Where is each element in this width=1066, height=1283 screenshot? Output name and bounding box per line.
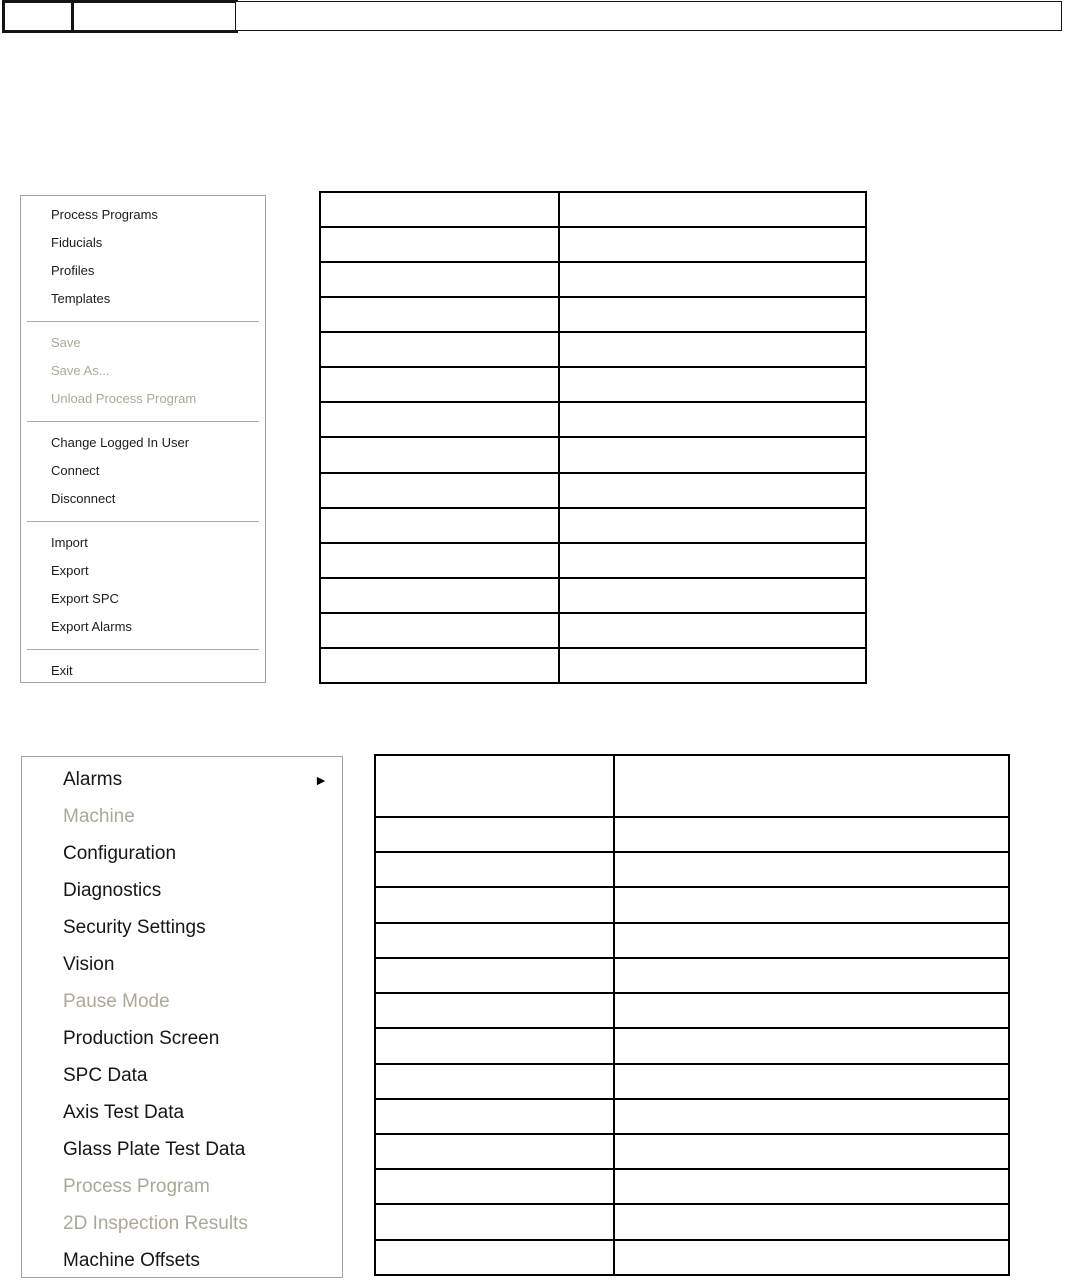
- table-cell: [375, 1028, 614, 1063]
- table-row: [320, 437, 866, 472]
- table-cell: [614, 887, 1009, 922]
- table-row: [320, 192, 866, 227]
- menu-item-pause-mode: [22, 983, 342, 1020]
- table-cell: [614, 1240, 1009, 1275]
- table-cell: [614, 923, 1009, 958]
- table-row: [320, 227, 866, 262]
- table-cell: [320, 262, 559, 297]
- menu-item-fiducials[interactable]: [21, 229, 265, 257]
- table-cell: [559, 402, 866, 437]
- menu-item-label: Glass Plate Test Data: [63, 1139, 246, 1160]
- table-row: [320, 508, 866, 543]
- menu-item-2d-inspection-results: [22, 1205, 342, 1242]
- menu-item-label: Save As...: [51, 363, 110, 378]
- header-cell-2: [71, 0, 238, 33]
- table-cell: [320, 508, 559, 543]
- table-cell: [614, 958, 1009, 993]
- table-cell: [559, 543, 866, 578]
- table-cell: [559, 297, 866, 332]
- table-cell: [320, 192, 559, 227]
- table-cell: [559, 473, 866, 508]
- table-cell: [320, 543, 559, 578]
- table-cell: [614, 1064, 1009, 1099]
- menu-item-profiles[interactable]: [21, 257, 265, 285]
- menu-separator: [27, 421, 259, 422]
- table-cell: [614, 817, 1009, 852]
- table-cell: [320, 332, 559, 367]
- menu-item-connect[interactable]: [21, 457, 265, 485]
- table-row: [320, 332, 866, 367]
- table-cell: [614, 1099, 1009, 1134]
- header-cell-1: [2, 0, 74, 33]
- menu-item-configuration[interactable]: [22, 835, 342, 872]
- menu-item-export-alarms[interactable]: [21, 613, 265, 641]
- table-row: [320, 613, 866, 648]
- menu-item-disconnect[interactable]: [21, 485, 265, 513]
- menu-item-templates[interactable]: [21, 285, 265, 313]
- table-cell: [559, 367, 866, 402]
- table-cell: [375, 755, 614, 817]
- menu-item-unload-process-program: [21, 385, 265, 413]
- table-cell: [614, 1028, 1009, 1063]
- table-row: [375, 1099, 1009, 1134]
- table-cell: [375, 958, 614, 993]
- submenu-arrow-icon: ►: [314, 771, 328, 788]
- table-row: [375, 1064, 1009, 1099]
- menu-item-label: Axis Test Data: [63, 1102, 185, 1123]
- menu-item-process-program: [22, 1168, 342, 1205]
- view-menu-description-table: [374, 754, 1010, 1276]
- table-row: [320, 262, 866, 297]
- menu-item-label: Process Program: [63, 1176, 210, 1197]
- menu-item-label: Diagnostics: [63, 880, 162, 901]
- table-cell: [375, 887, 614, 922]
- table-cell: [375, 993, 614, 1028]
- menu-separator: [27, 321, 259, 322]
- menu-item-label: Production Screen: [63, 1028, 220, 1049]
- menu-item-label: SPC Data: [63, 1065, 148, 1086]
- menu-item-label: Templates: [51, 291, 111, 306]
- table-row: [375, 993, 1009, 1028]
- table-row: [375, 852, 1009, 887]
- table-row: [375, 887, 1009, 922]
- menu-item-diagnostics[interactable]: [22, 872, 342, 909]
- table-cell: [614, 1169, 1009, 1204]
- table-row: [375, 958, 1009, 993]
- menu-item-glass-plate-test-data[interactable]: [22, 1131, 342, 1168]
- table-row: [375, 1169, 1009, 1204]
- menu-item-production-screen[interactable]: [22, 1020, 342, 1057]
- menu-separator: [27, 521, 259, 522]
- table-cell: [614, 852, 1009, 887]
- table-cell: [320, 473, 559, 508]
- menu-item-change-logged-in-user[interactable]: [21, 429, 265, 457]
- menu-item-import[interactable]: [21, 529, 265, 557]
- menu-item-label: Export SPC: [51, 591, 119, 606]
- menu-item-label: Import: [51, 535, 88, 550]
- menu-item-label: Configuration: [63, 843, 177, 864]
- menu-item-label: 2D Inspection Results: [63, 1213, 248, 1234]
- table-row: [320, 367, 866, 402]
- menu-item-vision[interactable]: [22, 946, 342, 983]
- table-row: [375, 1028, 1009, 1063]
- menu-item-alarms[interactable]: [22, 761, 342, 798]
- table-row: [320, 402, 866, 437]
- table-row: [375, 755, 1009, 817]
- file-menu: [20, 195, 266, 683]
- table-cell: [320, 297, 559, 332]
- table-cell: [559, 227, 866, 262]
- menu-item-axis-test-data[interactable]: [22, 1094, 342, 1131]
- table-cell: [375, 1204, 614, 1239]
- table-cell: [375, 852, 614, 887]
- header-cell-3: [235, 1, 1062, 31]
- menu-item-process-programs[interactable]: [21, 201, 265, 229]
- table-cell: [375, 1169, 614, 1204]
- menu-item-label: Security Settings: [63, 917, 206, 938]
- table-cell: [559, 192, 866, 227]
- table-row: [320, 543, 866, 578]
- menu-item-export-spc[interactable]: [21, 585, 265, 613]
- table-cell: [559, 262, 866, 297]
- table-row: [375, 1134, 1009, 1169]
- table-cell: [375, 1134, 614, 1169]
- menu-item-label: Alarms: [63, 769, 123, 790]
- menu-item-save: [21, 329, 265, 357]
- menu-item-label: Export: [51, 563, 89, 578]
- table-cell: [375, 923, 614, 958]
- menu-item-label: Process Programs: [51, 207, 158, 222]
- menu-item-label: Profiles: [51, 263, 95, 278]
- table-cell: [614, 1134, 1009, 1169]
- table-cell: [375, 1064, 614, 1099]
- menu-item-label: Save: [51, 335, 81, 350]
- table-cell: [559, 648, 866, 683]
- table-row: [375, 1204, 1009, 1239]
- menu-item-machine-offsets[interactable]: [22, 1242, 342, 1279]
- menu-item-label: Unload Process Program: [51, 391, 197, 406]
- table-row: [320, 297, 866, 332]
- view-menu: [21, 756, 343, 1278]
- table-row: [375, 817, 1009, 852]
- menu-item-label: Fiducials: [51, 235, 103, 250]
- menu-item-save-as: [21, 357, 265, 385]
- menu-item-label: Machine Offsets: [63, 1250, 200, 1271]
- table-cell: [375, 1099, 614, 1134]
- table-cell: [320, 402, 559, 437]
- table-row: [375, 923, 1009, 958]
- table-cell: [320, 227, 559, 262]
- menu-item-label: Vision: [63, 954, 115, 975]
- table-row: [375, 1240, 1009, 1275]
- menu-item-label: Disconnect: [51, 491, 116, 506]
- table-cell: [559, 613, 866, 648]
- menu-item-label: Connect: [51, 463, 100, 478]
- table-cell: [614, 993, 1009, 1028]
- table-cell: [375, 1240, 614, 1275]
- menu-item-export[interactable]: [21, 557, 265, 585]
- table-cell: [614, 755, 1009, 817]
- table-cell: [614, 1204, 1009, 1239]
- table-row: [320, 648, 866, 683]
- table-cell: [320, 648, 559, 683]
- menu-item-machine: [22, 798, 342, 835]
- table-cell: [320, 613, 559, 648]
- file-menu-description-table: [319, 191, 867, 684]
- table-cell: [320, 367, 559, 402]
- menu-item-label: Machine: [63, 806, 135, 827]
- menu-item-label: Export Alarms: [51, 619, 132, 634]
- menu-item-security-settings[interactable]: [22, 909, 342, 946]
- menu-item-label: Exit: [51, 663, 73, 678]
- table-row: [320, 578, 866, 613]
- menu-item-exit[interactable]: [21, 657, 265, 685]
- table-cell: [320, 578, 559, 613]
- menu-item-label: Pause Mode: [63, 991, 170, 1012]
- table-cell: [320, 437, 559, 472]
- table-cell: [375, 817, 614, 852]
- table-cell: [559, 437, 866, 472]
- table-cell: [559, 508, 866, 543]
- table-row: [320, 473, 866, 508]
- menu-item-spc-data[interactable]: [22, 1057, 342, 1094]
- table-cell: [559, 578, 866, 613]
- menu-separator: [27, 649, 259, 650]
- table-cell: [559, 332, 866, 367]
- menu-item-label: Change Logged In User: [51, 435, 190, 450]
